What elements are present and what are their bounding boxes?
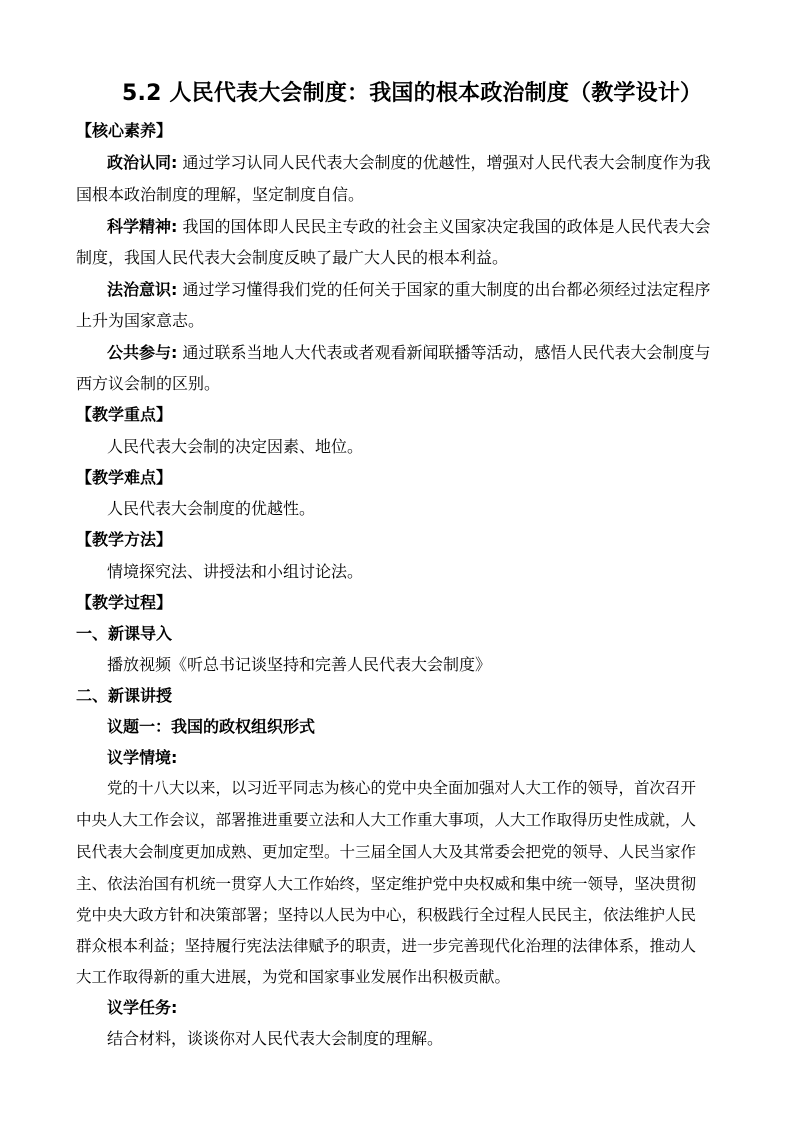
item-label: 公共参与: [107,343,178,362]
core-literacy-item-continued: 国根本政治制度的理解，坚定制度自信。 [76,185,365,204]
item-text: 通过学习懂得我们党的任何关于国家的重大制度的出台都必须经过法定程序 [177,280,711,299]
core-literacy-item [107,280,711,300]
difficulties-text: 人民代表大会制度的优越性。 [107,499,316,518]
item-label: 政治认同: [107,153,178,172]
item-text: 通过学习认同人民代表大会制度的优越性，增强对人民代表大会制度作为我 [177,153,711,172]
section-heading-core-literacy: 【核心素养】 [76,121,173,140]
core-literacy-item-continued: 上升为国家意志。 [76,311,205,330]
lecture-heading: 二、新课讲授 [76,686,173,705]
section-heading-methods: 【教学方法】 [76,530,173,549]
core-literacy-item [107,153,711,173]
core-literacy-item-continued: 西方议会制的区别。 [76,374,221,393]
task-label: 议学任务: [107,998,178,1017]
situation-paragraph-line: 大工作取得新的重大进展，为党和国家事业发展作出积极贡献。 [76,968,511,986]
item-text: 我国的国体即人民民主专政的社会主义国家决定我国的政体是人民代表大会 [177,217,711,236]
situation-paragraph-line: 党的十八大以来，以习近平同志为核心的党中央全面加强对人大工作的领导，首次召开 [107,779,697,797]
situation-paragraph-line: 中央人大工作会议，部署推进重要立法和人大工作重大事项，人大工作取得历史性成就，人 [76,811,697,829]
methods-text: 情境探究法、讲授法和小组讨论法。 [107,562,364,581]
core-literacy-item-continued: 制度，我国人民代表大会制度反映了最广大人民的根本利益。 [76,248,509,267]
key-points-text: 人民代表大会制的决定因素、地位。 [107,437,364,456]
intro-heading: 一、新课导入 [76,624,173,643]
topic-heading: 议题一：我国的政权组织形式 [107,717,316,736]
situation-paragraph-line: 主、依法治国有机统一贯穿人大工作始终，坚定维护党中央权威和集中统一领导，坚决贯彻 [76,875,697,893]
item-text: 通过联系当地人大代表或者观看新闻联播等活动，感悟人民代表大会制度与 [177,343,711,362]
section-heading-difficulties: 【教学难点】 [76,468,173,487]
situation-paragraph-line: 民代表大会制度更加成熟、更加定型。十三届全国人大及其常委会把党的领导、人民当家作 [76,843,697,861]
core-literacy-item [107,217,711,237]
intro-text: 播放视频《听总书记谈坚持和完善人民代表大会制度》 [107,655,492,674]
item-label: 法治意识: [107,280,178,299]
section-heading-process: 【教学过程】 [76,593,173,612]
situation-paragraph-line: 群众根本利益；坚持履行宪法法律赋予的职责，进一步完善现代化治理的法律体系，推动人 [76,937,697,955]
situation-label: 议学情境: [107,748,178,767]
section-heading-key-points: 【教学重点】 [76,405,173,424]
item-label: 科学精神: [107,217,178,236]
document-title: 5.2 人民代表大会制度：我国的根本政治制度（教学设计） [122,81,703,106]
task-text: 结合材料，谈谈你对人民代表大会制度的理解。 [107,1029,444,1048]
core-literacy-item [107,343,711,363]
situation-paragraph-line: 党中央大政方针和决策部署；坚持以人民为中心，积极践行全过程人民民主，依法维护人民 [76,906,697,924]
